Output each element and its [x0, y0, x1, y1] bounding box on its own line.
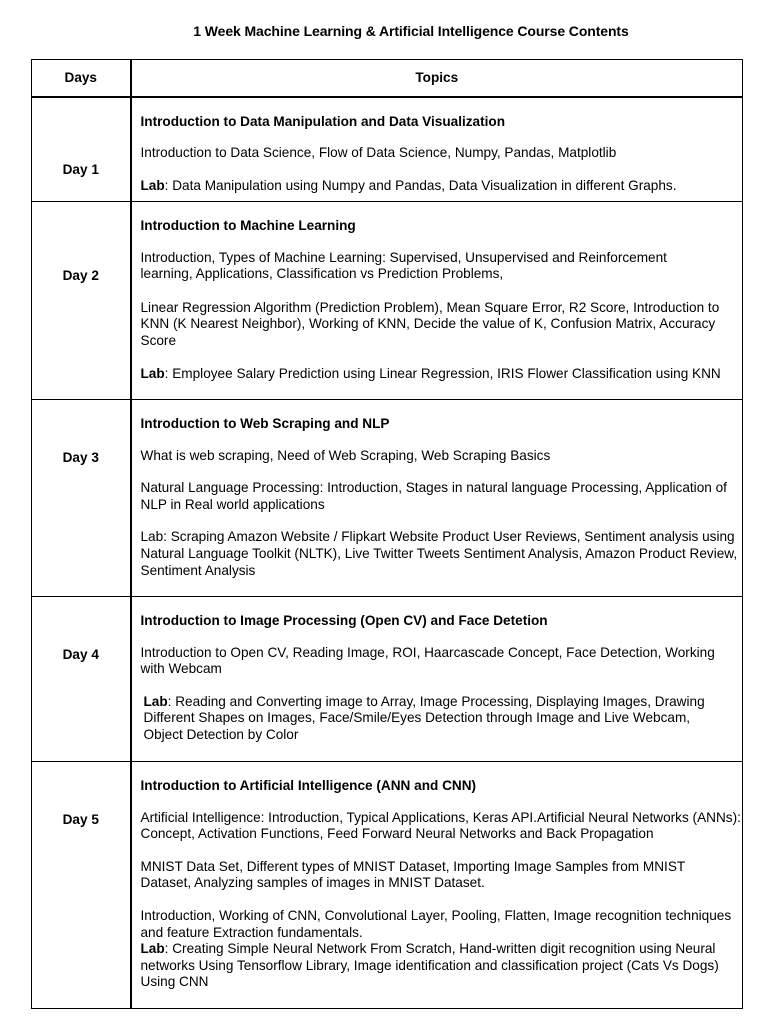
topic-paragraph	[141, 250, 743, 283]
topic-heading: Introduction to Web Scraping and NLP	[140, 416, 390, 431]
paragraph-text: Introduction to Open CV, Reading Image, ROI, Haarcascade Concept, Face Detection, Working with Webcam	[140, 644, 715, 677]
lab-prefix: Lab	[140, 365, 165, 381]
topic-paragraph	[141, 448, 743, 465]
topic-paragraph	[141, 859, 743, 892]
day-cell	[32, 97, 131, 202]
table-row-day-5	[32, 762, 743, 1009]
table-row-day-3	[32, 400, 743, 597]
topic-paragraph	[141, 145, 743, 162]
paragraph-text: What is web scraping, Need of Web Scraping, Web Scraping Basics	[140, 447, 551, 463]
day-label: Day 5	[62, 812, 99, 827]
header-days: Days	[32, 60, 131, 97]
topic-paragraph	[141, 694, 743, 744]
paragraph-text: Linear Regression Algorithm (Prediction Problem), Mean Square Error, R2 Score, Introduction to KNN (K Nearest Neighbor), Working of KNN, Decide the value of K, Confusion Matrix, Accuracy Score	[140, 299, 720, 348]
day-label: Day 3	[62, 450, 99, 465]
paragraph-text: Introduction, Types of Machine Learning: Supervised, Unsupervised and Reinforcement learning, Applications, Classification vs Prediction Problems,	[140, 249, 667, 282]
day-label: Day 1	[62, 161, 99, 177]
paragraph-text: Introduction to Data Science, Flow of Data Science, Numpy, Pandas, Matplotlib	[140, 145, 617, 161]
lab-prefix: Lab	[140, 177, 165, 193]
day-cell	[32, 762, 131, 1009]
topic-cell	[131, 97, 743, 202]
table-row-day-1	[32, 97, 743, 202]
paragraph-text: : Employee Salary Prediction using Linear Regression, IRIS Flower Classification using KNN	[164, 365, 721, 381]
lab-prefix: Lab	[143, 693, 168, 709]
day-label: Day 4	[62, 647, 99, 662]
day-cell	[32, 400, 131, 597]
topic-cell	[131, 400, 743, 597]
topic-heading: Introduction to Data Manipulation and Data Visualization	[140, 113, 506, 129]
table-row-day-4	[32, 597, 743, 762]
table-row-day-2	[32, 202, 743, 400]
header-topics: Topics	[131, 60, 743, 97]
topic-cell	[131, 597, 743, 762]
paragraph-text: : Creating Simple Neural Network From Scratch, Hand-written digit recognition using Neural networks Using Tensorflow Library, Image identification and classification project (Cats Vs Dogs) Using CNN	[140, 941, 719, 990]
paragraph-text: : Data Manipulation using Numpy and Pandas, Data Visualization in different Graphs.	[164, 177, 677, 193]
day-cell	[32, 597, 131, 762]
paragraph-text: Natural Language Processing: Introduction, Stages in natural language Processing, Application of NLP in Real world applications	[140, 480, 727, 512]
paragraph-text: Artificial Intelligence: Introduction, Typical Applications, Keras API.Artificial Neural Networks (ANNs): Concept, Activation Functions, Feed Forward Neural Networks and Back Propagation	[140, 809, 741, 842]
topic-paragraph	[141, 366, 743, 383]
topic-paragraph	[141, 178, 743, 195]
document-title: 1 Week Machine Learning & Artificial Intelligence Course Contents	[193, 23, 629, 39]
topic-paragraph	[141, 810, 743, 843]
topic-paragraph	[141, 941, 743, 991]
topic-heading: Introduction to Machine Learning	[140, 218, 356, 233]
topic-paragraph	[141, 908, 743, 941]
topic-paragraph	[141, 300, 743, 350]
topic-cell	[131, 762, 743, 1009]
day-cell	[32, 202, 131, 400]
paragraph-text: MNIST Data Set, Different types of MNIST Dataset, Importing Image Samples from MNIST Dataset, Analyzing samples of images in MNIST Dataset.	[140, 858, 685, 891]
table-header-row	[32, 60, 743, 97]
paragraph-text: Introduction, Working of CNN, Convolutional Layer, Pooling, Flatten, Image recognition techniques and feature Extraction fundamentals.	[140, 907, 732, 940]
course-contents-table	[31, 59, 743, 1009]
lab-prefix: Lab	[140, 941, 165, 957]
paragraph-text: : Reading and Converting image to Array, Image Processing, Displaying Images, Drawing Different Shapes on Images, Face/Smile/Eyes Detection through Image and Live Webcam, Object Detection by Color	[143, 693, 705, 742]
topic-paragraph	[141, 645, 743, 678]
topic-cell	[131, 202, 743, 400]
paragraph-text: Lab: Scraping Amazon Website / Flipkart Website Product User Reviews, Sentiment analysis using Natural Language Toolkit (NLTK), Live Twitter Tweets Sentiment Analysis, Amazon Product Review, Sentiment Analysis	[140, 529, 738, 578]
topic-paragraph	[141, 529, 743, 579]
topic-paragraph	[141, 480, 743, 513]
topic-heading: Introduction to Artificial Intelligence (ANN and CNN)	[140, 778, 477, 793]
topic-heading: Introduction to Image Processing (Open CV) and Face Detetion	[140, 613, 548, 628]
day-label: Day 2	[62, 268, 99, 283]
